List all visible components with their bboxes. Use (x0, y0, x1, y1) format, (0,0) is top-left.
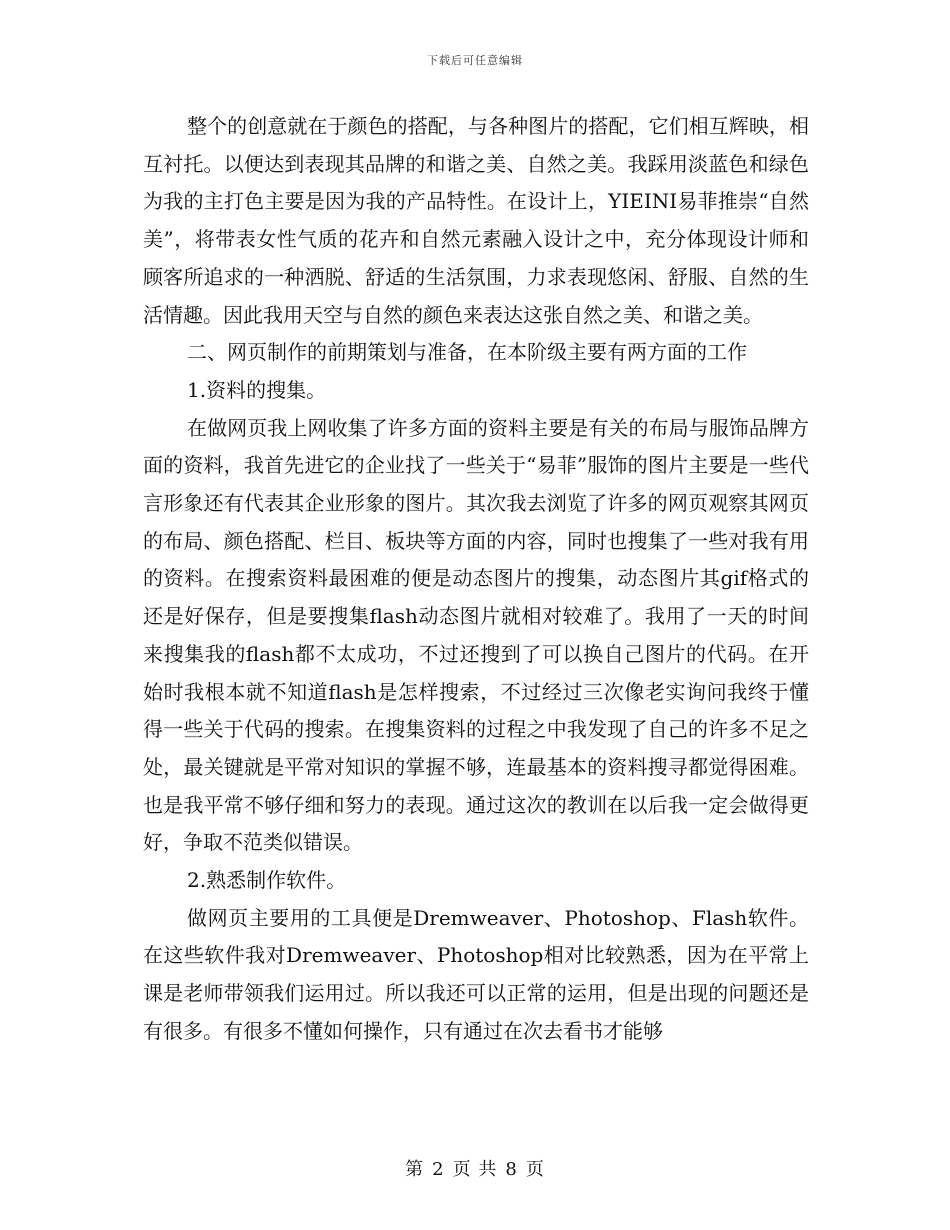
footer-prefix: 第 (405, 1159, 425, 1180)
paragraph-software: 做网页主要用的工具便是Dremweaver、Photoshop、Flash软件。在这些软件我对Dremweaver、Photoshop相对比较熟悉，因为在平常上课是老师带领我们运用过。所以我还可以正常的运用，但是出现的问题还是有很多。有很多不懂如何操作，只有通过在次去看书才能够 (143, 905, 809, 1043)
page-footer (0, 1155, 950, 1181)
document-body (143, 108, 809, 1051)
paragraph-data-collection: 在做网页我上网收集了许多方面的资料主要是有关的布局与服饰品牌方面的资料，我首先进它的企业找了一些关于“易菲”服饰的图片主要是一些代言形象还有代表其企业形象的图片。其次我去浏览了许多的网页观察其网页的布局、颜色搭配、栏目、板块等方面的内容，同时也搜集了一些对我有用的资料。在搜索资料最困难的便是动态图片的搜集，动态图片其gif格式的还是好保存，但是要搜集flash动态图片就相对较难了。我用了一天的时间来搜集我的flash都不太成功，不过还搜到了可以换自己图片的代码。在开始时我根本就不知道flash是怎样搜索，不过经过三次像老实询问我终于懂得一些关于代码的搜索。在搜集资料的过程之中我发现了自己的许多不足之处，最关键就是平常对知识的掌握不够，连最基本的资料搜寻都觉得困难。也是我平常不够仔细和努力的表现。通过这次的教训在以后我一定会做得更好，争取不范类似错误。 (143, 415, 809, 855)
footer-middle: 页 共 (452, 1159, 498, 1180)
page-header: 下载后可任意编辑 (427, 54, 523, 67)
subheading-software: 2.熟悉制作软件。 (187, 868, 347, 893)
footer-page-current: 2 (432, 1159, 445, 1180)
footer-suffix: 页 (525, 1159, 545, 1180)
subheading-data-collection: 1.资料的搜集。 (187, 377, 327, 402)
paragraph-design-concept: 整个的创意就在于颜色的搭配，与各种图片的搭配，它们相互辉映，相互衬托。以便达到表现其品牌的和谐之美、自然之美。我踩用淡蓝色和绿色为我的主打色主要是因为我的产品特性。在设计上，YIEINI易菲推崇“自然美”，将带表女性气质的花卉和自然元素融入设计之中，充分体现设计师和顾客所追求的一种洒脱、舒适的生活氛围，力求表现悠闲、舒服、自然的生活情趣。因此我用天空与自然的颜色来表达这张自然之美、和谐之美。 (143, 114, 809, 327)
section-heading-planning: 二、网页制作的前期策划与准备，在本阶级主要有两方面的工作 (187, 340, 747, 365)
footer-page-total: 8 (505, 1159, 518, 1180)
